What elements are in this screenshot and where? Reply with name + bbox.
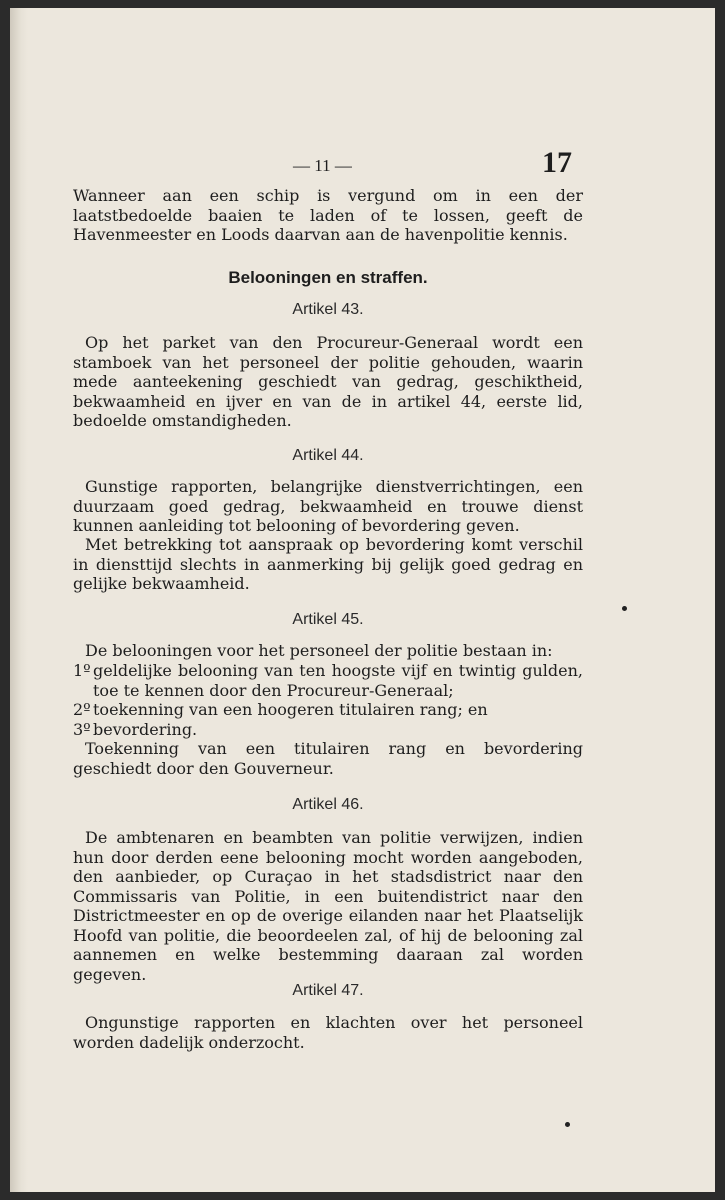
list-item-text: geldelijke belooning van ten hoogste vijf en twintig gulden, toe te kennen door den Procureur-Generaal;: [93, 661, 583, 700]
article-46-title: Artikel 46.: [292, 796, 364, 813]
article-44-title: Artikel 44.: [292, 447, 364, 464]
list-item-text: toekenning van een hoogeren titulairen rang; en: [93, 700, 488, 719]
list-item-number: 1º: [73, 661, 91, 680]
paper-speck: [622, 606, 627, 611]
section-heading: Belooningen en straffen.: [228, 268, 428, 287]
article-45-title: Artikel 45.: [292, 611, 364, 628]
article-43-title: Artikel 43.: [292, 301, 364, 318]
list-item-number: 3º: [73, 719, 91, 739]
article-44-paragraph-2: Met betrekking tot aanspraak op bevordering komt verschil in diensttijd slechts in aanmerking bij gelijk goed gedrag en gelijke bekwaamheid.: [73, 535, 583, 593]
article-45-list: [73, 661, 583, 739]
list-item: [73, 661, 583, 700]
list-item: [73, 720, 583, 740]
article-44-paragraph-1: Gunstige rapporten, belangrijke dienstverrichtingen, een duurzaam goed gedrag, bekwaamheid en trouwe dienst kunnen aanleiding tot belooning of bevordering geven.: [73, 477, 583, 535]
article-45-closing: Toekenning van een titulairen rang en bevordering geschiedt door den Gouverneur.: [73, 739, 583, 778]
intro-paragraph: Wanneer aan een schip is vergund om in een der laatstbedoelde baaien te laden of te lossen, geeft de Havenmeester en Loods daarvan aan de havenpolitie kennis.: [73, 186, 583, 244]
list-item: [73, 700, 583, 720]
article-47-title: Artikel 47.: [292, 982, 364, 999]
article-46-text: De ambtenaren en beambten van politie verwijzen, indien hun door derden eene belooning mocht worden aangeboden, den aanbieder, op Curaçao in het stadsdistrict naar den Commissaris van Politie, in een buitendistrict naar den Districtmeester en op de overige eilanden naar het Plaatselijk Hoofd van politie, die beoordeelen zal, of hij de belooning zal aannemen en welke bestemming daaraan zal worden gegeven.: [73, 828, 583, 984]
list-item-number: 2º: [73, 700, 91, 719]
article-47-text: Ongunstige rapporten en klachten over het personeel worden dadelijk onderzocht.: [73, 1013, 583, 1052]
list-item-text: bevordering.: [93, 719, 198, 739]
article-45-intro: De belooningen voor het personeel der politie bestaan in:: [85, 641, 553, 660]
article-43-text: Op het parket van den Procureur-Generaal wordt een stamboek van het personeel der politie gehouden, waarin mede aanteekening geschiedt van gedrag, geschiktheid, bekwaamheid en ijver en van de in artikel 44, eerste lid, bedoelde omstandigheden.: [73, 333, 583, 430]
inner-page-number: — 11 —: [293, 156, 352, 175]
page-binding-shadow: [10, 8, 28, 1192]
document-page: [10, 8, 715, 1192]
paper-speck: [565, 1122, 570, 1127]
outer-page-number: 17: [542, 146, 572, 179]
